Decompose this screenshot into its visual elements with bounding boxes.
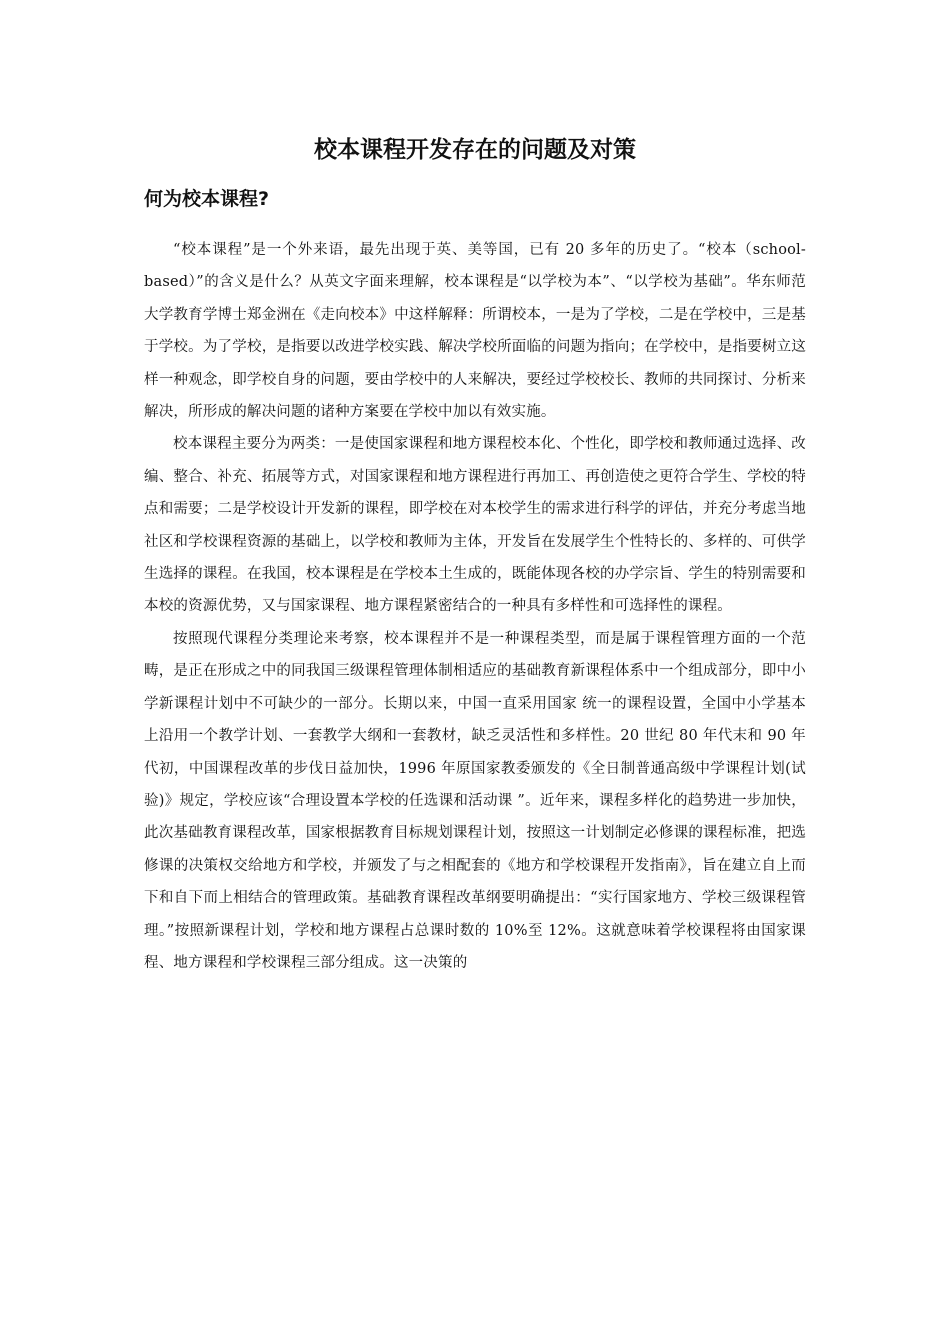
paragraph: 按照现代课程分类理论来考察，校本课程并不是一种课程类型，而是属于课程管理方面的一个范畴，是正在形成之中的同我国三级课程管理体制相适应的基础教育新课程体系中一个组成部分，即中小学新课程计划中不可缺少的一部分。长期以来，中国一直采用国家 统一的课程设置，全国中小学基本上沿用一个教学计划、一套教学大纲和一套教材，缺乏灵活性和多样性。20 世纪 80 年代末和 90 年代初，中国课程改革的步伐日益加快，1996 年原国家教委颁发的《全日制普通高级中学课程计划(试验)》规定，学校应该“合理设置本学校的任选课和活动课 ”。近年来，课程多样化的趋势进一步加快，此次基础教育课程改革，国家根据教育目标规划课程计划，按照这一计划制定必修课的课程标准，把选修课的决策权交给地方和学校，并颁发了与之相配套的《地方和学校课程开发指南》，旨在建立自上而下和自下而上相结合的管理政策。基础教育课程改革纲要明确提出：“实行国家地方、学校三级课程管理。”按照新课程计划，学校和地方课程占总课时数的 10%至 12%。这就意味着学校课程将由国家课程、地方课程和学校课程三部分组成。这一决策的 <box>144 630 806 971</box>
body-text <box>144 234 806 979</box>
section-heading: 何为校本课程? <box>144 188 270 210</box>
document-title: 校本课程开发存在的问题及对策 <box>314 137 636 163</box>
paragraph: 校本课程主要分为两类：一是使国家课程和地方课程校本化、个性化，即学校和教师通过选择、改编、整合、补充、拓展等方式，对国家课程和地方课程进行再加工、再创造使之更符合学生、学校的特点和需要；二是学校设计开发新的课程，即学校在对本校学生的需求进行科学的评估，并充分考虑当地社区和学校课程资源的基础上，以学校和教师为主体，开发旨在发展学生个性特长的、多样的、可供学生选择的课程。在我国，校本课程是在学校本土生成的，既能体现各校的办学宗旨、学生的特别需要和本校的资源优势，又与国家课程、地方课程紧密结合的一种具有多样性和可选择性的课程。 <box>144 436 806 615</box>
paragraph: “校本课程”是一个外来语，最先出现于英、美等国，已有 20 多年的历史了。“校本（school-based）”的含义是什么？从英文字面来理解，校本课程是“以学校为本”、“以学校为基础”。华东师范大学教育学博士郑金洲在《走向校本》中这样解释：所谓校本，一是为了学校，二是在学校中，三是基于学校。为了学校，是指要以改进学校实践、解决学校所面临的问题为指向；在学校中，是指要树立这样一种观念，即学校自身的问题，要由学校中的人来解决，要经过学校校长、教师的共同探讨、分析来解决，所形成的解决问题的诸种方案要在学校中加以有效实施。 <box>144 242 806 421</box>
